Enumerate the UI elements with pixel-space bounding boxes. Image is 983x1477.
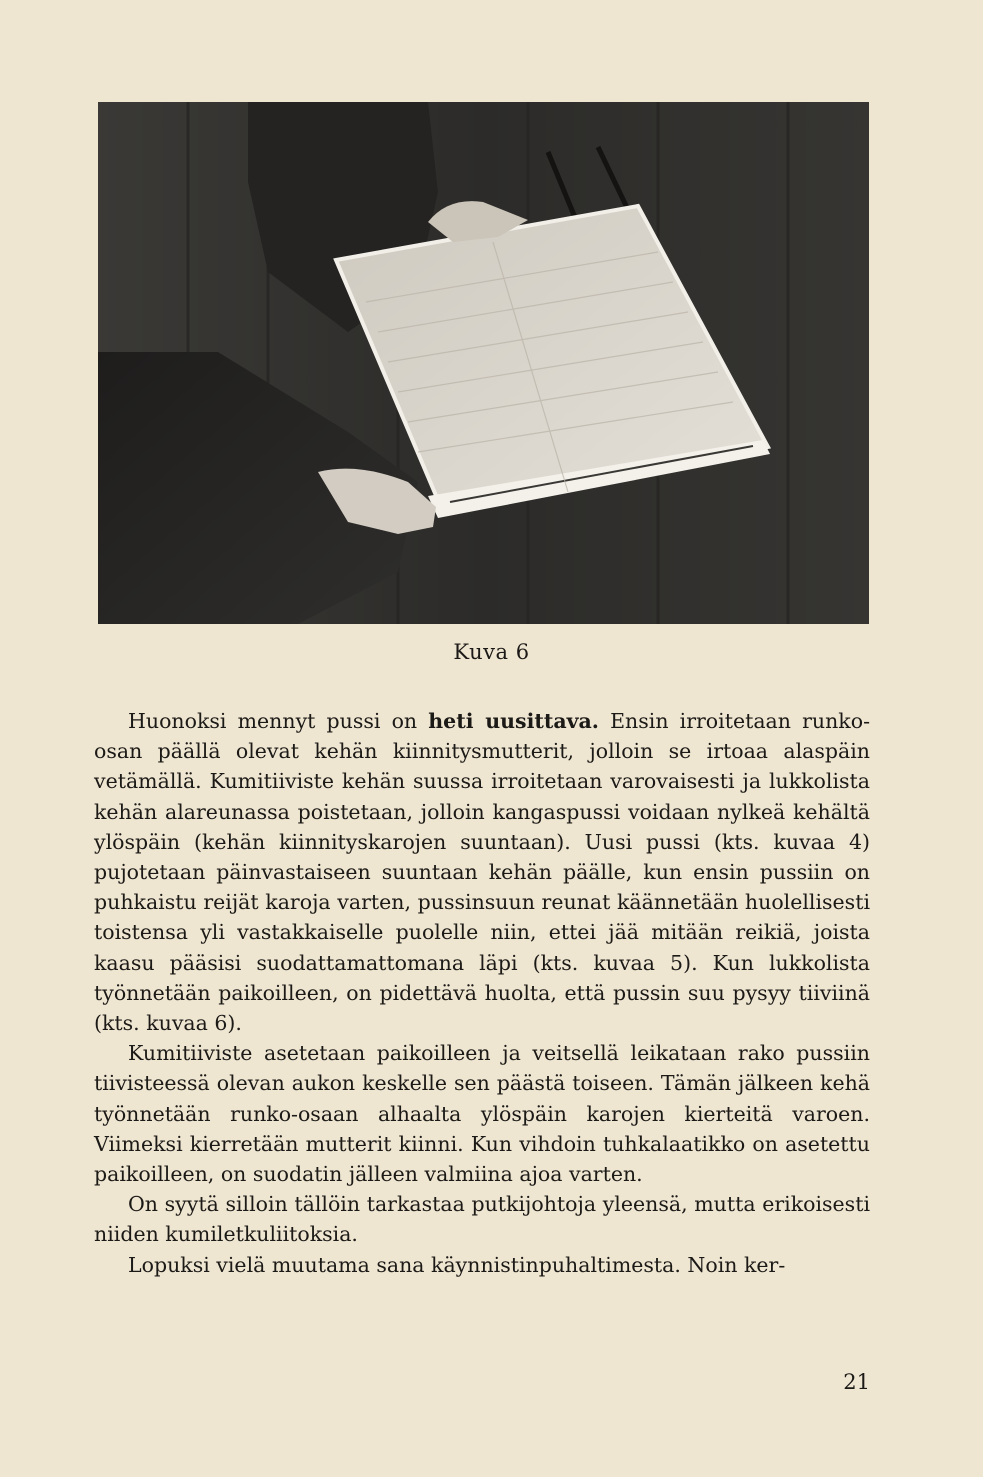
paragraph-4: Lopuksi vielä muutama sana käynnistinpuhaltimesta. Noin ker- <box>128 1252 786 1277</box>
paragraph-1-rest: Ensin irroitetaan runko-osan päällä olevat kehän kiinnitysmutterit, jolloin se irtoaa alaspäin vetämällä. Kumitiiviste kehän suussa irroitetaan varovaisesti ja lukkolista kehän alareunassa poistetaan, jolloin kangaspussi voidaan nylkeä kehältä ylöspäin (kehän kiinnityskarojen suuntaan). Uusi pussi (kts. kuvaa 4) pujotetaan päinvastaiseen suuntaan kehän päälle, kun ensin pussiin on puhkaistu reijät karoja varten, pussinsuun reunat käännetään huolellisesti toistensa yli vastakkaiselle puolelle niin, ettei jää mitään reikiä, joista kaasu pääsisi suodattamattomana läpi (kts. kuvaa 5). Kun lukkolista työnnetään paikoilleen, on pidettävä huolta, että pussin suu pysyy tiiviinä (kts. kuvaa 6). <box>94 709 870 1036</box>
page-number: 21 <box>843 1370 870 1394</box>
paragraph-1 <box>94 706 870 1038</box>
paragraph-2: Kumitiiviste asetetaan paikoilleen ja veitsellä leikataan rako pussiin tiivisteessä olevan aukon keskelle sen päästä toiseen. Tämän jälkeen kehä työnnetään runko-osaan alhaalta ylöspäin karojen kierteitä varoen. Viimeksi kierretään mutterit kiinni. Kun vihdoin tuhkalaatikko on asetettu paikoilleen, on suodatin jälleen valmiina ajoa varten. <box>94 1041 870 1187</box>
photo-illustration <box>98 102 869 624</box>
paragraph-3: On syytä silloin tällöin tarkastaa putkijohtoja yleensä, mutta erikoisesti niiden kumiletkuliitoksia. <box>94 1192 870 1247</box>
photo-hands-holding-filter-frame <box>98 102 869 624</box>
paragraph-1-start: Huonoksi mennyt pussi on <box>128 709 429 733</box>
paragraph-1-emphasis: heti uusittava. <box>428 709 599 733</box>
body-text <box>94 706 870 1280</box>
figure-caption: Kuva 6 <box>453 640 530 664</box>
